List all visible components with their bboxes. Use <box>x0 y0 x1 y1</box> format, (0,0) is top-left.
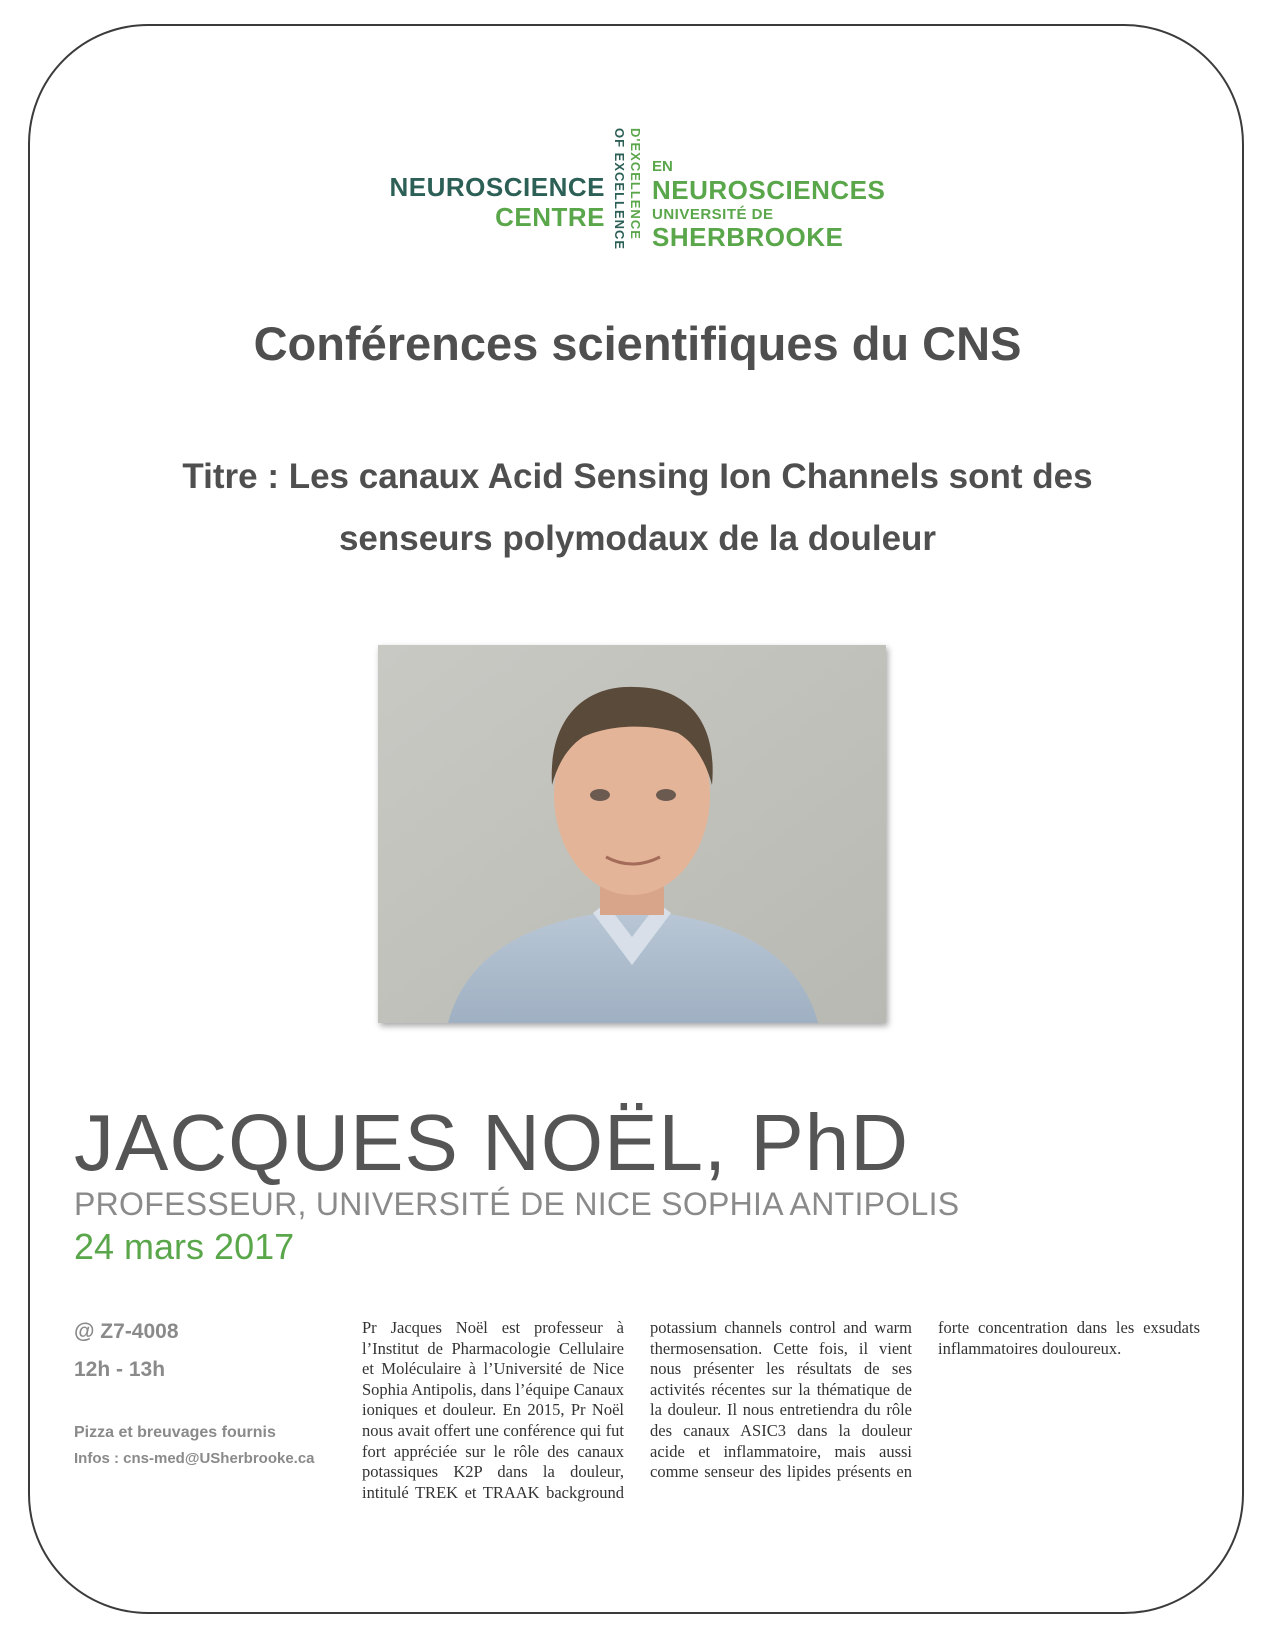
logo-text: EN <box>652 158 673 175</box>
contact-info: Infos : cns-med@USherbrooke.ca <box>74 1450 315 1467</box>
logo-text: SHERBROOKE <box>652 222 844 252</box>
talk-title: Titre : Les canaux Acid Sensing Ion Channels sont des senseurs polymodaux de la douleur <box>182 457 1093 558</box>
logo-text: NEUROSCIENCE <box>389 172 605 202</box>
logo-text: CENTRE <box>495 202 605 232</box>
event-room: @ Z7-4008 <box>74 1320 179 1343</box>
speaker-photo <box>378 645 886 1023</box>
cns-logo <box>370 120 890 280</box>
event-date: 24 mars 2017 <box>74 1226 295 1267</box>
food-note: Pizza et breuvages fournis <box>74 1424 276 1441</box>
speaker-affiliation: PROFESSEUR, UNIVERSITÉ DE NICE SOPHIA ANTIPOLIS <box>74 1186 960 1222</box>
speaker-bio: Pr Jacques Noël est professeur à l’Institut de Pharmacologie Cellulaire et Moléculaire à l’Université de Nice Sophia Antipolis, dans l’équipe Canaux ioniques et douleur. En 2015, Pr Noël nous avait offert une conférence qui fut fort appréciée sur le rôle des canaux potassiques K2P dans la douleur, intitulé TREK et TRAAK background potassium channels control and warm thermosensation. Cette fois, il vient nous présenter les résultats de ses activités récentes sur la thématique de la douleur. Il nous entretiendra du rôle des canaux ASIC3 dans la douleur acide et inflammatoire, mais aussi comme senseur des lipides présents en forte concentration dans les exsudats inflammatoires douloureux. <box>362 1318 1200 1502</box>
event-time: 12h - 13h <box>74 1358 166 1381</box>
logo-text: UNIVERSITÉ DE <box>652 206 774 223</box>
speaker-name: JACQUES NOËL, PhD <box>74 1098 910 1187</box>
logo-text: NEUROSCIENCES <box>652 175 886 205</box>
page-title: Conférences scientifiques du CNS <box>253 317 1022 370</box>
logo-vertical-text: OF EXCELLENCE <box>612 128 627 251</box>
logo-vertical-text: D'EXCELLENCE <box>628 128 643 240</box>
